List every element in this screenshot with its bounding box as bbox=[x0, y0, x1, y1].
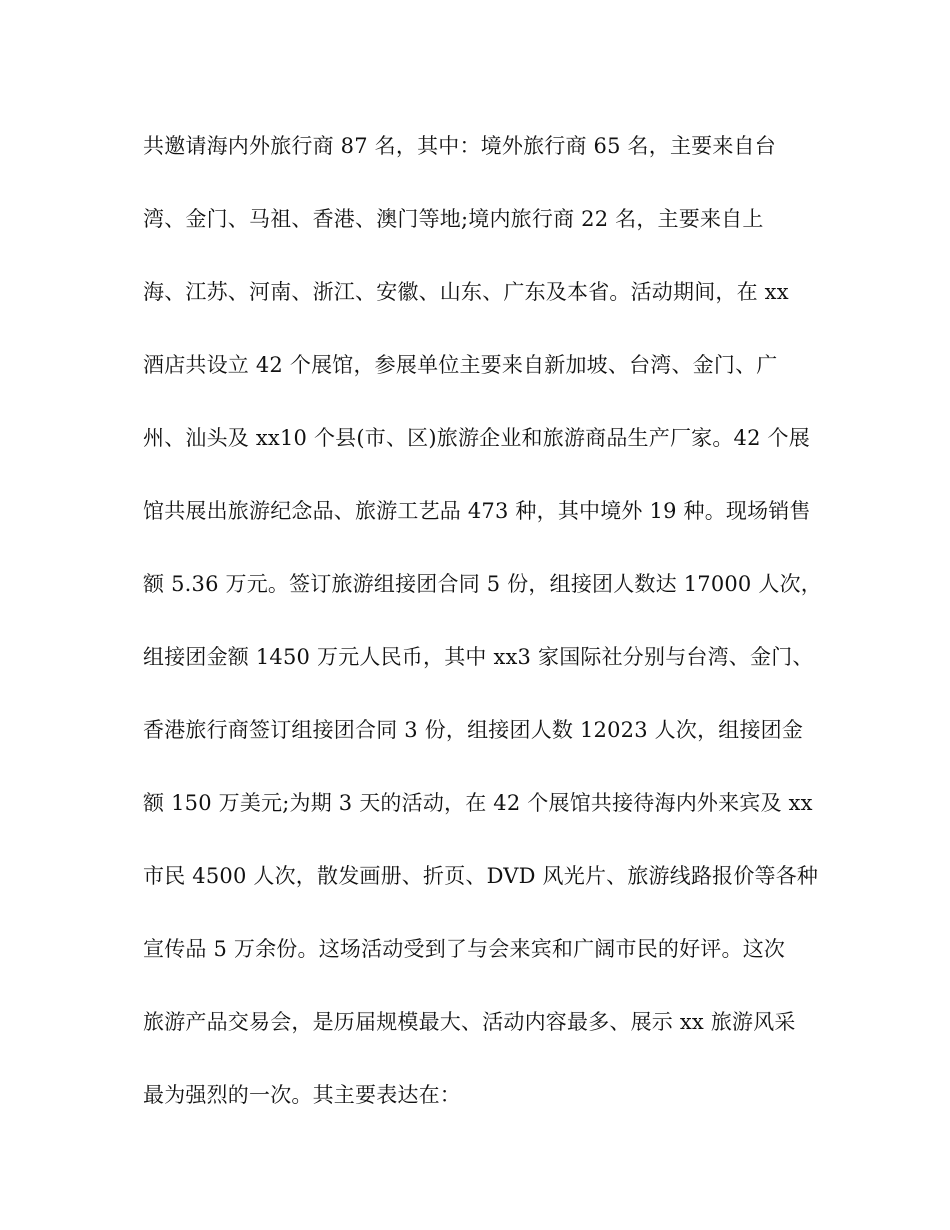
text-line: 市民 4500 人次，散发画册、折页、DVD 风光片、旅游线路报价等各种 bbox=[143, 864, 819, 888]
text-line: 馆共展出旅游纪念品、旅游工艺品 473 种，其中境外 19 种。现场销售 bbox=[143, 499, 811, 523]
text-line: 酒店共设立 42 个展馆，参展单位主要来自新加坡、台湾、金门、广 bbox=[143, 353, 778, 377]
text-line: 组接团金额 1450 万元人民币，其中 xx3 家国际社分别与台湾、金门、 bbox=[143, 645, 814, 669]
text-line: 额 150 万美元;为期 3 天的活动，在 42 个展馆共接待海内外来宾及 xx bbox=[143, 791, 813, 815]
text-line: 共邀请海内外旅行商 87 名，其中：境外旅行商 65 名，主要来自台 bbox=[143, 134, 776, 158]
text-line: 湾、金门、马祖、香港、澳门等地;境内旅行商 22 名，主要来自上 bbox=[143, 207, 764, 231]
text-line: 宣传品 5 万余份。这场活动受到了与会来宾和广阔市民的好评。这次 bbox=[143, 937, 786, 961]
text-line: 额 5.36 万元。签订旅游组接团合同 5 份，组接团人数达 17000 人次， bbox=[143, 572, 822, 596]
text-line: 香港旅行商签订组接团合同 3 份，组接团人数 12023 人次，组接团金 bbox=[143, 718, 804, 742]
text-line: 海、江苏、河南、浙江、安徽、山东、广东及本省。活动期间，在 xx bbox=[143, 280, 789, 304]
text-line: 最为强烈的一次。其主要表达在： bbox=[143, 1083, 461, 1107]
document-body bbox=[143, 110, 823, 1132]
text-line: 旅游产品交易会，是历届规模最大、活动内容最多、展示 xx 旅游风采 bbox=[143, 1010, 796, 1034]
text-line: 州、汕头及 xx10 个县(市、区)旅游企业和旅游商品生产厂家。42 个展 bbox=[143, 426, 810, 450]
